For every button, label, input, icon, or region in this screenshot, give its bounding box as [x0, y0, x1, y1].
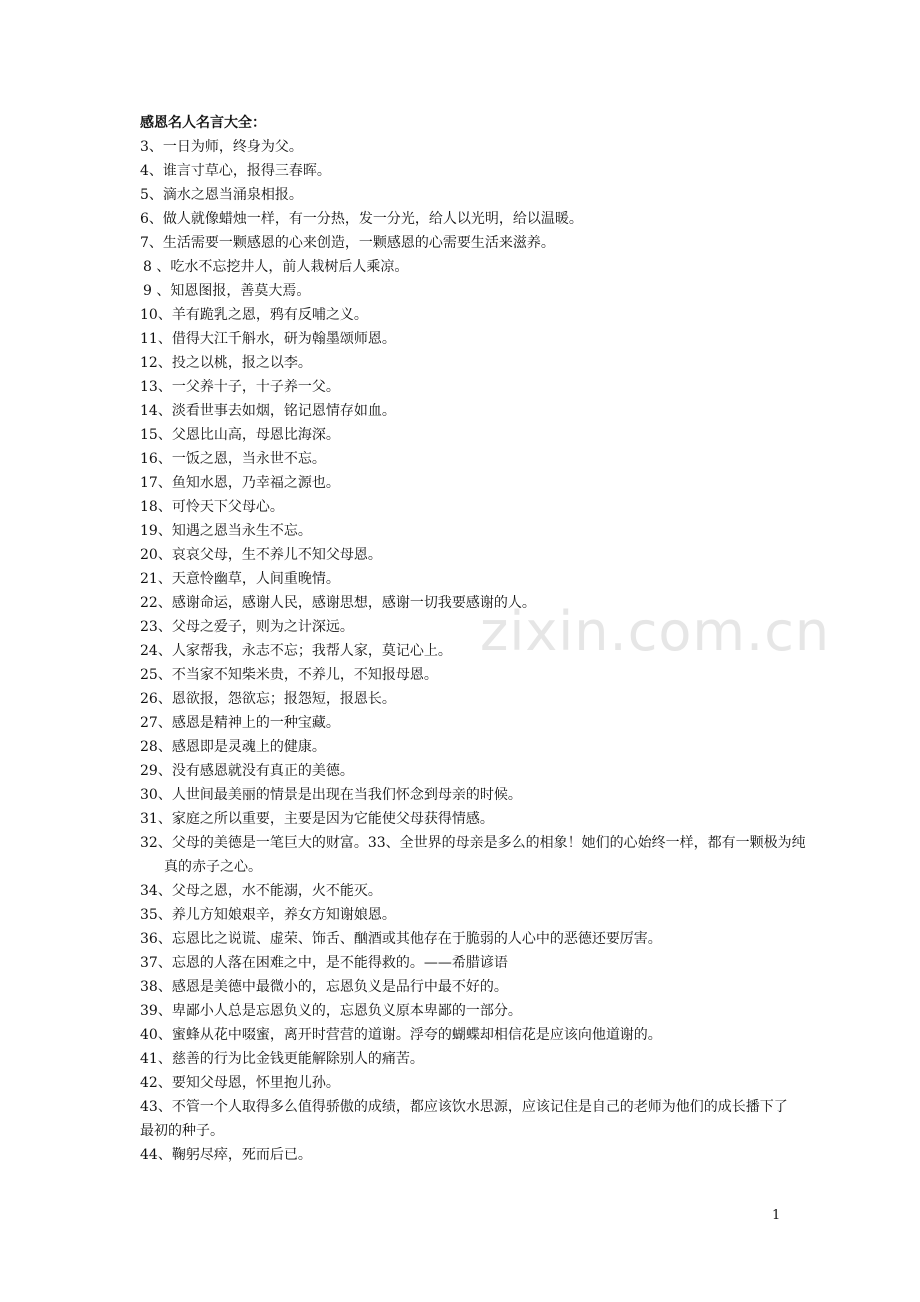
quote-line: 14、淡看世事去如烟，铭记恩情存如血。: [140, 403, 396, 419]
quote-line: 35、养儿方知娘艰辛，养女方知谢娘恩。: [140, 907, 396, 923]
quote-line: 29、没有感恩就没有真正的美德。: [140, 763, 354, 779]
quote-line: 3、一日为师，终身为父。: [140, 139, 303, 155]
quote-line: 15、父恩比山高，母恩比海深。: [140, 427, 340, 443]
quote-line: 41、慈善的行为比金钱更能解除别人的痛苦。: [140, 1051, 424, 1067]
quote-line: 6、做人就像蜡烛一样，有一分热，发一分光，给人以光明，给以温暖。: [140, 211, 583, 227]
document-title: 感恩名人名言大全：: [140, 115, 266, 131]
document-content: [140, 111, 831, 1167]
quote-line: 16、一饭之恩，当永世不忘。: [140, 451, 326, 467]
quote-line: 26、恩欲报，怨欲忘；报怨短，报恩长。: [140, 691, 396, 707]
quote-line: 17、鱼知水恩，乃幸福之源也。: [140, 475, 340, 491]
quote-line: 22、感谢命运，感谢人民，感谢思想，感谢一切我要感谢的人。: [140, 595, 536, 611]
quote-line: 23、父母之爱子，则为之计深远。: [140, 619, 354, 635]
quote-line: 37、忘恩的人落在困难之中，是不能得救的。——希腊谚语: [140, 955, 508, 971]
quote-line: 31、家庭之所以重要，主要是因为它能使父母获得情感。: [140, 811, 494, 827]
quote-line: 32、父母的美德是一笔巨大的财富。33、全世界的母亲是多么的相象！她们的心始终一样，都有一颗极为纯真的赤子之心。: [140, 835, 806, 875]
quote-line: 38、感恩是美德中最微小的，忘恩负义是品行中最不好的。: [140, 979, 508, 995]
quote-line: 4、谁言寸草心，报得三春晖。: [140, 163, 331, 179]
quote-line: 9 、知恩图报，善莫大焉。: [143, 283, 311, 299]
quote-line: 13、一父养十子，十子养一父。: [140, 379, 340, 395]
quote-line: 20、哀哀父母，生不养儿不知父母恩。: [140, 547, 382, 563]
quote-list: [140, 135, 831, 1167]
quote-line: 11、借得大江千斛水，研为翰墨颂师恩。: [140, 331, 396, 347]
page-number: 1: [772, 1208, 781, 1223]
quote-line: 7、生活需要一颗感恩的心来创造，一颗感恩的心需要生活来滋养。: [140, 235, 555, 251]
quote-line: 36、忘恩比之说谎、虚荣、饰舌、酗酒或其他存在于脆弱的人心中的恶德还要厉害。: [140, 931, 662, 947]
quote-line: 25、不当家不知柴米贵，不养儿，不知报母恩。: [140, 667, 438, 683]
quote-line: 8 、吃水不忘挖井人，前人栽树后人乘凉。: [143, 259, 409, 275]
quote-line: 43、不管一个人取得多么值得骄傲的成绩，都应该饮水思源，应该记住是自己的老师为他们的成长播下了最初的种子。: [140, 1099, 788, 1139]
quote-line: 40、蜜蜂从花中啜蜜，离开时营营的道谢。浮夸的蝴蝶却相信花是应该向他道谢的。: [140, 1027, 662, 1043]
quote-line: 28、感恩即是灵魂上的健康。: [140, 739, 326, 755]
quote-line: 42、要知父母恩，怀里抱儿孙。: [140, 1075, 340, 1091]
quote-line: 12、投之以桃，报之以李。: [140, 355, 312, 371]
quote-line: 24、人家帮我，永志不忘；我帮人家，莫记心上。: [140, 643, 452, 659]
watermark: zixin.com.cn: [480, 600, 831, 663]
quote-line: 19、知遇之恩当永生不忘。: [140, 523, 312, 539]
quote-line: 44、鞠躬尽瘁，死而后已。: [140, 1147, 312, 1163]
quote-line: 34、父母之恩，水不能溺，火不能灭。: [140, 883, 382, 899]
quote-line: 5、滴水之恩当涌泉相报。: [140, 187, 303, 203]
quote-line: 18、可怜天下父母心。: [140, 499, 284, 515]
quote-line: 10、羊有跪乳之恩，鸦有反哺之义。: [140, 307, 368, 323]
quote-line: 30、人世间最美丽的情景是出现在当我们怀念到母亲的时候。: [140, 787, 522, 803]
quote-line: 27、感恩是精神上的一种宝藏。: [140, 715, 340, 731]
quote-line: 21、天意怜幽草，人间重晚情。: [140, 571, 340, 587]
quote-line: 39、卑鄙小人总是忘恩负义的，忘恩负义原本卑鄙的一部分。: [140, 1003, 522, 1019]
